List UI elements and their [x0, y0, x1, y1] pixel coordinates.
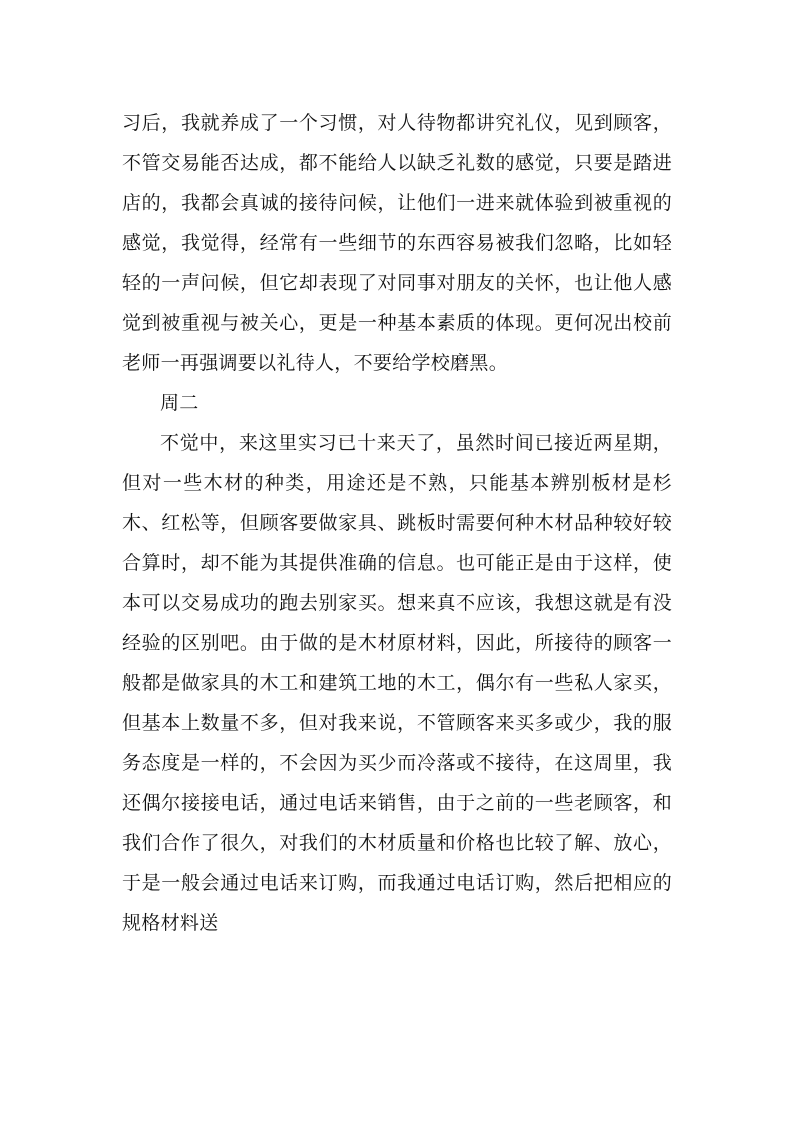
paragraph-tuesday: 不觉中，来这里实习已十来天了，虽然时间已接近两星期，但对一些木材的种类，用途还是不熟，只能基本辨别板材是杉木、红松等，但顾客要做家具、跳板时需要何种木材品种较好较合算时，却不能为其提供准确的信息。也可能正是由于这样，使本可以交易成功的跑去别家买。想来真不应该，我想这就是有没经验的区别吧。由于做的是木材原材料，因此，所接待的顾客一般都是做家具的木工和建筑工地的木工，偶尔有一些私人家买，但基本上数量不多，但对我来说，不管顾客来买多或少，我的服务态度是一样的，不会因为买少而冷落或不接待，在这周里，我还偶尔接接电话，通过电话来销售，由于之前的一些老顾客，和我们合作了很久，对我们的木材质量和价格也比较了解、放心，于是一般会通过电话来订购，而我通过电话订购，然后把相应的规格材料送 [122, 432, 672, 934]
section-heading-tuesday: 周二 [160, 392, 199, 414]
paragraph-continued: 习后，我就养成了一个习惯，对人待物都讲究礼仪，见到顾客，不管交易能否达成，都不能给人以缺乏礼数的感觉，只要是踏进店的，我都会真诚的接待问候，让他们一进来就体验到被重视的感觉，我觉得，经常有一些细节的东西容易被我们忽略，比如轻轻的一声问候，但它却表现了对同事对朋友的关怀，也让他人感觉到被重视与被关心，更是一种基本素质的体现。更何况出校前老师一再强调要以礼待人，不要给学校磨黑。 [122, 112, 672, 374]
document-body [122, 103, 672, 943]
